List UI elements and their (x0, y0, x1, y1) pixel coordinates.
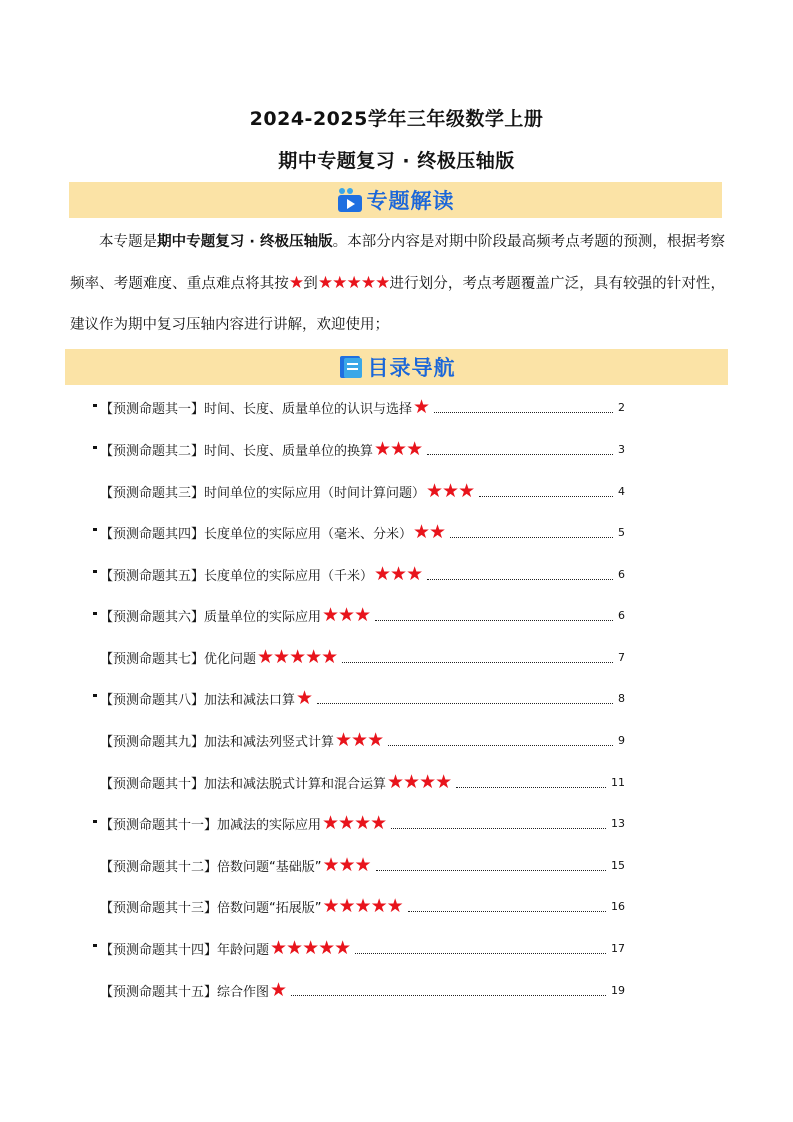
intro-bold-title: 期中专题复习 · 终极压轴版 (157, 234, 333, 250)
toc-page-number: 4 (618, 484, 625, 498)
toc-item-title: 【预测命题其十五】综合作图 (100, 984, 270, 1000)
toc-item[interactable] (100, 397, 625, 417)
star-rating-icon: ★★★★★ (270, 937, 351, 959)
toc-page-number: 6 (618, 567, 625, 581)
toc-page-number: 11 (611, 775, 625, 789)
toc-item-title: 【预测命题其九】加法和减法列竖式计算 (100, 734, 335, 750)
dot-leader (434, 412, 613, 413)
toc-item-title: 【预测命题其十一】加减法的实际应用 (100, 817, 322, 833)
toc-item-title: 【预测命题其五】长度单位的实际应用（千米） (100, 568, 374, 584)
dot-leader (391, 828, 606, 829)
toc-item[interactable] (100, 564, 625, 584)
bullet-mark (93, 612, 97, 615)
star-rating-icon: ★★★ (374, 563, 423, 585)
toc-item[interactable] (100, 730, 625, 750)
section-banner-toc (65, 349, 728, 385)
dot-leader (479, 496, 613, 497)
dot-leader (376, 870, 606, 871)
star-rating-icon: ★★ (413, 521, 446, 543)
toc-page-number: 6 (618, 608, 625, 622)
toc-item-title: 【预测命题其十三】倍数问题“拓展版” (100, 900, 322, 916)
dot-leader (317, 703, 613, 704)
intro-text-3: 进行划分，考点考题覆盖广泛，具有较强的针对性，建议作为期中复习压轴内容进行讲解，欢迎使用； (70, 276, 726, 333)
section-title-toc: 目录导航 (367, 356, 456, 380)
star-rating-icon: ★ (270, 979, 287, 1001)
toc-item-title: 【预测命题其一】时间、长度、质量单位的认识与选择 (100, 401, 413, 417)
star-rating-icon: ★ (413, 396, 430, 418)
toc-item[interactable] (100, 605, 625, 625)
star-rating-icon: ★★★ (335, 729, 384, 751)
toc-item-title: 【预测命题其八】加法和减法口算 (100, 692, 296, 708)
book-icon (338, 354, 364, 380)
dot-leader (375, 620, 613, 621)
dot-leader (388, 745, 613, 746)
toc-page-number: 15 (611, 858, 625, 872)
toc-page-number: 13 (611, 816, 625, 830)
toc-item-title: 【预测命题其七】优化问题 (100, 651, 257, 667)
star-rating-icon: ★★★ (322, 854, 371, 876)
section-banner-intro (69, 182, 722, 218)
dot-leader (450, 537, 613, 538)
video-play-icon (337, 187, 363, 213)
toc-item-title: 【预测命题其十二】倍数问题“基础版” (100, 859, 322, 875)
star-rating-icon: ★★★★★ (322, 895, 403, 917)
toc-item-title: 【预测命题其六】质量单位的实际应用 (100, 609, 322, 625)
toc-item[interactable] (100, 688, 625, 708)
toc-item-title: 【预测命题其四】长度单位的实际应用（毫米、分米） (100, 526, 413, 542)
toc-page-number: 5 (618, 525, 625, 539)
toc-page-number: 2 (618, 400, 625, 414)
intro-text-to: 到 (303, 276, 318, 292)
toc-item[interactable] (100, 980, 625, 1000)
bullet-mark (93, 694, 97, 697)
toc-page-number: 16 (611, 899, 625, 913)
toc-item[interactable] (100, 481, 625, 501)
toc-item-title: 【预测命题其二】时间、长度、质量单位的换算 (100, 443, 374, 459)
toc-item[interactable] (100, 855, 625, 875)
toc-page-number: 7 (618, 650, 625, 664)
star-min-icon: ★ (288, 273, 304, 293)
toc-item[interactable] (100, 439, 625, 459)
document-title: 2024-2025学年三年级数学上册 (249, 108, 544, 130)
toc-item-title: 【预测命题其十】加法和减法脱式计算和混合运算 (100, 776, 387, 792)
toc-item[interactable] (100, 522, 625, 542)
star-rating-icon: ★★★★ (322, 812, 387, 834)
toc-item[interactable] (100, 938, 625, 958)
star-max-icon: ★★★★★ (317, 273, 390, 293)
star-rating-icon: ★★★★★ (257, 646, 338, 668)
intro-text-2: 。本部分内容是对期中阶段最高频考点考题的预测，根据考察频率、考题难度、重点难点将其按 (70, 234, 726, 292)
dot-leader (408, 911, 606, 912)
bullet-mark (93, 404, 97, 407)
bullet-mark (93, 528, 97, 531)
star-rating-icon: ★★★ (322, 604, 371, 626)
section-title-intro: 专题解读 (366, 189, 455, 213)
star-rating-icon: ★ (296, 687, 313, 709)
bullet-mark (93, 944, 97, 947)
document-subtitle: 期中专题复习 · 终极压轴版 (278, 150, 515, 172)
dot-leader (456, 787, 606, 788)
toc-page-number: 3 (618, 442, 625, 456)
intro-text-1: 本专题是 (99, 234, 158, 250)
bullet-mark (93, 446, 97, 449)
bullet-mark (93, 570, 97, 573)
toc-item[interactable] (100, 896, 625, 916)
dot-leader (355, 953, 606, 954)
dot-leader (342, 662, 613, 663)
toc-item-title: 【预测命题其十四】年龄问题 (100, 942, 270, 958)
star-rating-icon: ★★★ (374, 438, 423, 460)
toc-item[interactable] (100, 647, 625, 667)
dot-leader (427, 454, 613, 455)
intro-paragraph (70, 222, 725, 346)
toc-item[interactable] (100, 813, 625, 833)
dot-leader (427, 579, 613, 580)
bullet-mark (93, 820, 97, 823)
toc-page-number: 17 (611, 941, 625, 955)
toc-item-title: 【预测命题其三】时间单位的实际应用（时间计算问题） (100, 485, 426, 501)
toc-page-number: 8 (618, 691, 625, 705)
toc-page-number: 19 (611, 983, 625, 997)
star-rating-icon: ★★★★ (387, 771, 452, 793)
toc-item[interactable] (100, 772, 625, 792)
toc-page-number: 9 (618, 733, 625, 747)
dot-leader (291, 995, 606, 996)
star-rating-icon: ★★★ (426, 480, 475, 502)
